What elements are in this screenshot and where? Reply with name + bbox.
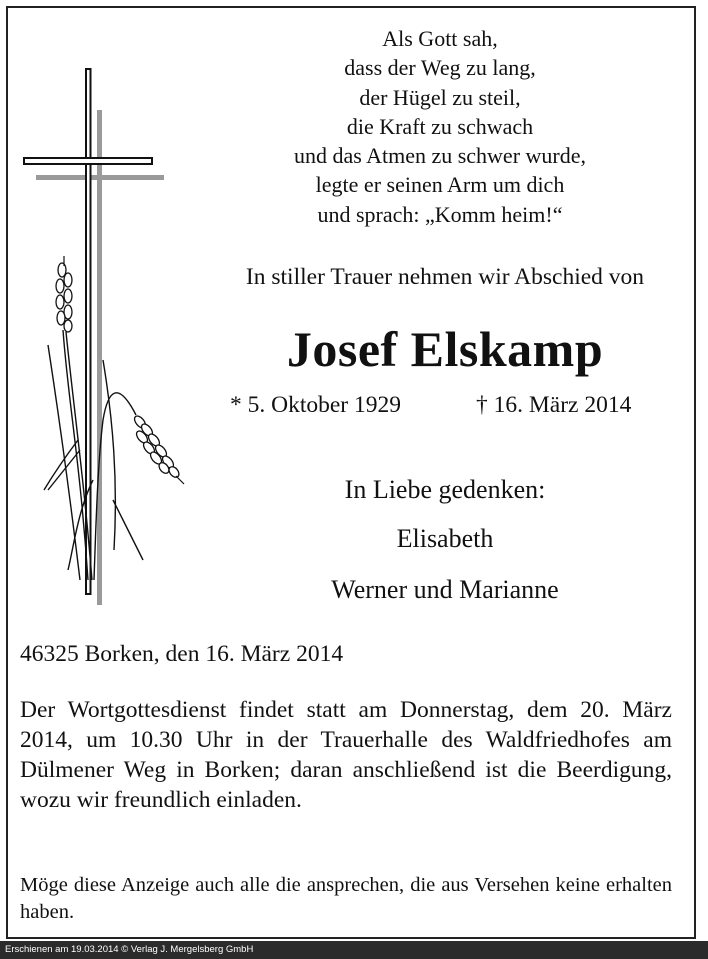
poem-line: die Kraft zu schwach (346, 113, 534, 139)
poem-line: und sprach: „Komm heim!“ (317, 201, 563, 227)
poem-line: Als Gott sah, (382, 26, 498, 51)
poem-line: der Hügel zu steil, (359, 84, 521, 110)
mourner-name: Werner und Marianne (331, 575, 559, 604)
birth-date: * 5. Oktober 1929 (230, 392, 402, 418)
place-date: 46325 Borken, den 16. März 2014 (20, 641, 344, 667)
service-info: Der Wortgottesdienst findet statt am Donnerstag, dem 20. März 2014, um 10.30 Uhr in der Trauerhalle des Waldfriedhofes am Dülmener Weg in Borken; daran anschließend ist die Beerdigung, wozu wir freundlich einladen. (20, 697, 672, 813)
poem-line: und das Atmen zu schwer wurde, (293, 143, 587, 169)
deceased-name: Josef Elskamp (286, 321, 604, 377)
poem-line: dass der Weg zu lang, (344, 55, 536, 81)
death-date: † 16. März 2014 (476, 392, 632, 418)
poem-line: legte er seinen Arm um dich (315, 172, 565, 198)
poem (260, 24, 620, 229)
mourner-name: Elisabeth (396, 524, 494, 553)
farewell-intro: In stiller Trauer nehmen wir Abschied von (245, 264, 645, 290)
publication-footer: Erschienen am 19.03.2014 © Verlag J. Mergelsberg GmbH (0, 941, 708, 959)
cross-with-wheat-icon (18, 60, 193, 620)
remembrance-heading: In Liebe gedenken: (344, 475, 546, 504)
closing-note: Möge diese Anzeige auch alle die ansprechen, die aus Versehen keine erhalten haben. (20, 874, 672, 923)
